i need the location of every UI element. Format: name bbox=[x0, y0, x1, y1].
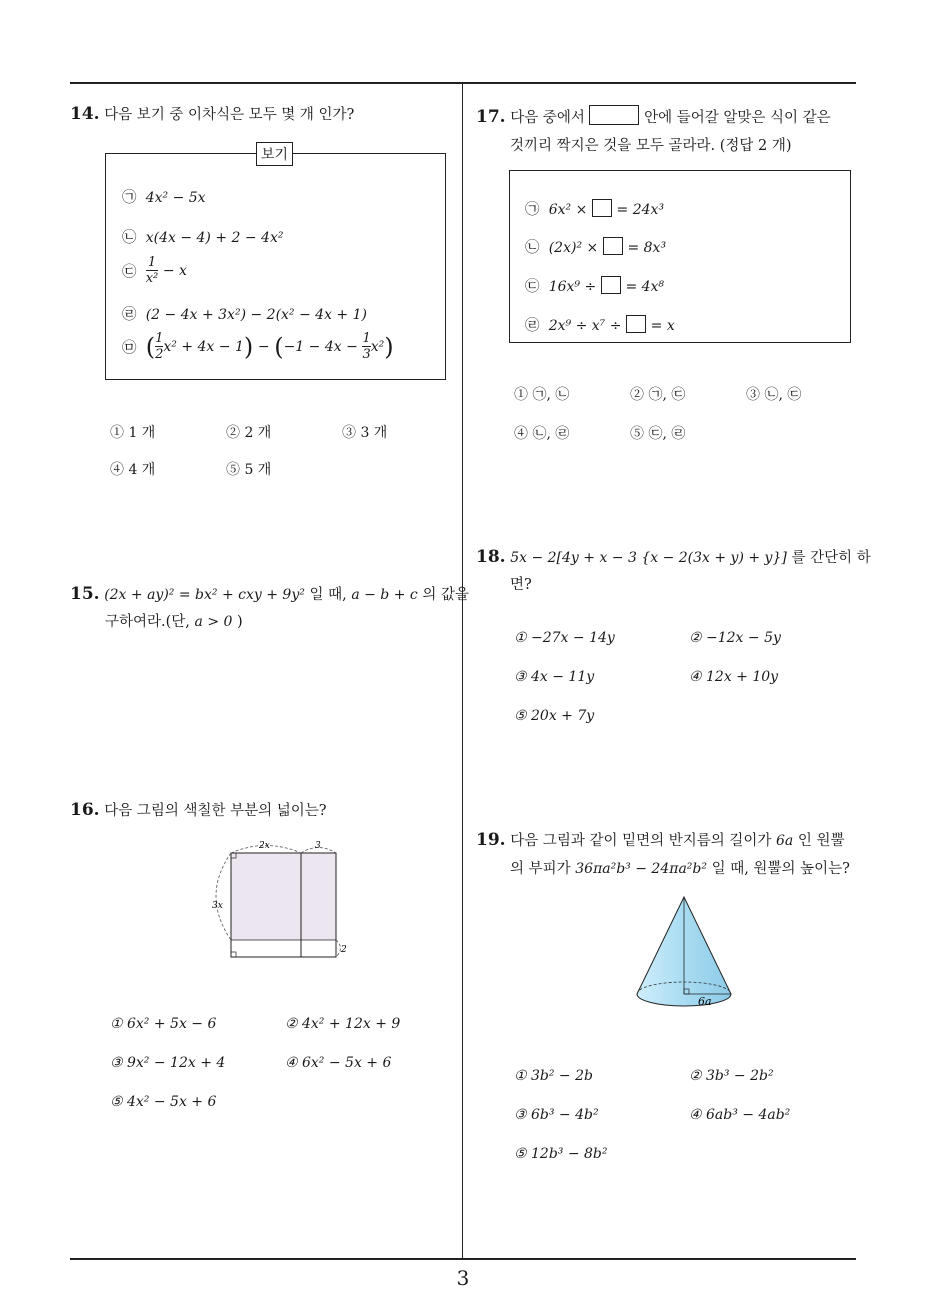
q18-question: 18. 5x − 2[4y + x − 3 {x − 2(3x + y) + y}] 를 간단히 하 bbox=[476, 547, 871, 567]
q17-question-line2: 것끼리 짝지은 것을 모두 골라라. (정답 2 개) bbox=[510, 138, 792, 154]
q17-option-3[interactable]: ③ ㉡, ㉢ bbox=[746, 387, 802, 403]
q14-item-2: ㉡ x(4x − 4) + 2 − 4x² bbox=[122, 230, 284, 246]
blank-box bbox=[592, 199, 612, 217]
q15-question-line2: 구하여라.(단, a > 0 ) bbox=[105, 614, 243, 630]
q17-item-2: ㉡ (2x)² × = 8x³ bbox=[525, 236, 666, 257]
q16-rectangle-figure bbox=[205, 836, 355, 964]
blank-box bbox=[603, 237, 623, 255]
q18-option-3[interactable]: ③ 4x − 11y bbox=[514, 669, 595, 685]
q19-question: 19. 다음 그림과 같이 밑면의 반지름의 길이가 6a 인 원뿔 bbox=[476, 830, 845, 850]
q17-option-1[interactable]: ① ㉠, ㉡ bbox=[514, 387, 570, 403]
q16-label-top-left: 2x bbox=[259, 841, 270, 851]
q17-item-3: ㉢ 16x⁹ ÷ = 4x⁸ bbox=[525, 275, 664, 296]
q14-number: 14. bbox=[70, 104, 100, 124]
q14-item-1: ㉠ 4x² − 5x bbox=[122, 190, 206, 206]
q14-question bbox=[70, 103, 354, 124]
q16-label-right: 2 bbox=[341, 945, 347, 955]
q19-option-3[interactable]: ③ 6b³ − 4b² bbox=[514, 1107, 599, 1123]
blank-box bbox=[626, 315, 646, 333]
q16-question: 16. 다음 그림의 색칠한 부분의 넓이는? bbox=[70, 800, 327, 820]
q19-option-1[interactable]: ① 3b² − 2b bbox=[514, 1068, 593, 1084]
blank-box bbox=[601, 276, 621, 294]
q16-option-3[interactable]: ③ 9x² − 12x + 4 bbox=[110, 1055, 226, 1071]
top-rule bbox=[70, 82, 856, 84]
q15-number: 15. bbox=[70, 584, 100, 604]
column-divider bbox=[462, 84, 463, 1259]
q16-option-2[interactable]: ② 4x² + 12x + 9 bbox=[285, 1016, 401, 1032]
q19-question-line2: 의 부피가 36πa²b³ − 24πa²b² 일 때, 원뿔의 높이는? bbox=[510, 861, 850, 877]
q19-option-5[interactable]: ⑤ 12b³ − 8b² bbox=[514, 1146, 608, 1162]
q15-question: 15. (2x + ay)² = bx² + cxy + 9y² 일 때, a − b + c 의 값을 bbox=[70, 584, 469, 604]
q18-option-5[interactable]: ⑤ 20x + 7y bbox=[514, 708, 595, 724]
q17-item-1: ㉠ 6x² × = 24x³ bbox=[525, 198, 664, 219]
q17-item-4: ㉣ 2x⁹ ÷ x⁷ ÷ = x bbox=[525, 314, 675, 335]
q18-question-line2: 면? bbox=[510, 577, 532, 593]
page-number: 3 bbox=[456, 1266, 470, 1290]
q14-option-3[interactable]: ③ 3 개 bbox=[342, 425, 388, 441]
q17-blank-box bbox=[589, 105, 639, 125]
q14-item-3: ㉢ $\frac{1}{\text{x²}}$ − x bbox=[122, 255, 187, 286]
q19-number: 19. bbox=[476, 830, 506, 850]
q17-option-5[interactable]: ⑤ ㉢, ㉣ bbox=[630, 426, 686, 442]
q14-item-5: ㉤ ( $\frac{1}{2}$ x² + 4x − 1) − (−1 − 4x − $\frac{1}{3}$ x²) bbox=[122, 331, 394, 362]
q14-option-4[interactable]: ④ 4 개 bbox=[110, 462, 156, 478]
q14-option-2[interactable]: ② 2 개 bbox=[226, 425, 272, 441]
q16-number: 16. bbox=[70, 800, 100, 820]
q16-option-1[interactable]: ① 6x² + 5x − 6 bbox=[110, 1016, 217, 1032]
q17-question: 17. 다음 중에서 안에 들어갈 알맞은 식이 같은 bbox=[476, 107, 831, 127]
q18-option-4[interactable]: ④ 12x + 10y bbox=[689, 669, 779, 685]
q19-cone-figure bbox=[628, 890, 748, 1015]
q14-option-5[interactable]: ⑤ 5 개 bbox=[226, 462, 272, 478]
q17-option-2[interactable]: ② ㉠, ㉢ bbox=[630, 387, 686, 403]
q19-radius-label: 6a bbox=[698, 995, 712, 1008]
q14-option-1[interactable]: ① 1 개 bbox=[110, 425, 156, 441]
q17-option-4[interactable]: ④ ㉡, ㉣ bbox=[514, 426, 570, 442]
q14-text: 다음 보기 중 이차식은 모두 몇 개 인가? bbox=[104, 107, 355, 123]
q16-label-left: 3x bbox=[212, 901, 223, 911]
q17-number: 17. bbox=[476, 107, 506, 127]
q18-option-2[interactable]: ② −12x − 5y bbox=[689, 630, 781, 646]
q16-option-4[interactable]: ④ 6x² − 5x + 6 bbox=[285, 1055, 392, 1071]
q18-option-1[interactable]: ① −27x − 14y bbox=[514, 630, 615, 646]
q16-label-top-right: 3 bbox=[315, 841, 321, 851]
fraction: $\frac{1}{\text{x²}}$ bbox=[145, 255, 159, 286]
q18-number: 18. bbox=[476, 547, 506, 567]
q16-option-5[interactable]: ⑤ 4x² − 5x + 6 bbox=[110, 1094, 217, 1110]
q14-item-4: ㉣ (2 − 4x + 3x²) − 2(x² − 4x + 1) bbox=[122, 307, 367, 323]
q19-option-2[interactable]: ② 3b³ − 2b² bbox=[689, 1068, 774, 1084]
q14-bogi-label: 보기 bbox=[256, 142, 293, 166]
q19-option-4[interactable]: ④ 6ab³ − 4ab² bbox=[689, 1107, 791, 1123]
bottom-rule bbox=[70, 1258, 856, 1260]
